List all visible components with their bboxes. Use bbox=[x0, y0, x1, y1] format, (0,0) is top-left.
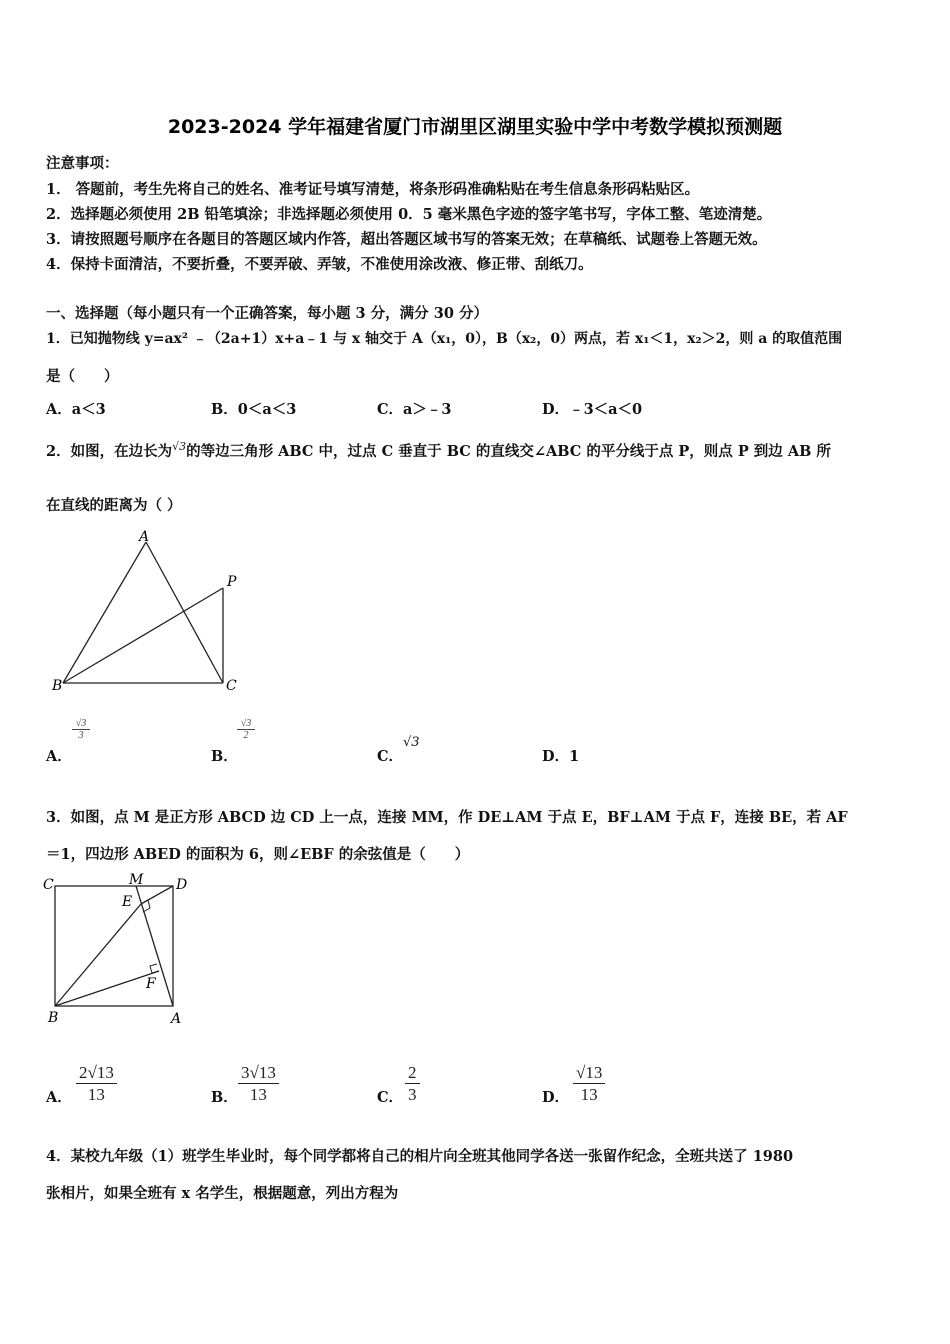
q2-option-d: D．1 bbox=[542, 748, 580, 765]
note-item-3: 3．请按照题号顺序在各题目的答题区域内作答，超出答题区域书写的答案无效；在草稿纸、试题卷上答题无效。 bbox=[46, 231, 767, 248]
label-c: C bbox=[226, 678, 237, 694]
label-e: E bbox=[122, 894, 133, 910]
q1-stem-line2: 是（ ） bbox=[46, 368, 119, 385]
note-item-1: 1． 答题前，考生先将自己的姓名、准考证号填写清楚，将条形码准确粘贴在考生信息条形码粘贴区。 bbox=[46, 181, 700, 198]
q1-option-b: B．0＜a＜3 bbox=[211, 401, 297, 418]
q2-option-b-fraction bbox=[237, 718, 255, 741]
label-m: M bbox=[129, 872, 144, 888]
q3-option-d-num: √13 bbox=[573, 1063, 605, 1084]
q3-option-c-num: 2 bbox=[405, 1063, 420, 1084]
segment-ab bbox=[63, 542, 146, 683]
notes-heading: 注意事项： bbox=[46, 155, 119, 172]
label-d: D bbox=[176, 877, 188, 893]
section-heading: 一、选择题（每小题只有一个正确答案，每小题 3 分，满分 30 分） bbox=[46, 305, 488, 322]
q2-triangle-figure bbox=[40, 520, 260, 700]
q1-stem-line1: 1．已知抛物线 y=ax² ﹣（2a+1）x+a﹣1 与 x 轴交于 A（x₁，0），B（x₂，0）两点，若 x₁＜1，x₂＞2，则 a 的取值范围 bbox=[46, 331, 843, 347]
q1-option-c: C．a＞﹣3 bbox=[377, 401, 452, 418]
q3-option-a-num: 2√13 bbox=[76, 1063, 117, 1084]
note-item-4: 4．保持卡面清洁，不要折叠，不要弄破、弄皱，不准使用涂改液、修正带、刮纸刀。 bbox=[46, 256, 593, 273]
q3-option-c-den: 3 bbox=[408, 1085, 417, 1104]
segment-be bbox=[55, 904, 141, 1006]
q4-stem-line1: 4．某校九年级（1）班学生毕业时，每个同学都将自己的相片向全班其他同学各送一张留作纪念，全班共送了 1980 bbox=[46, 1148, 794, 1165]
q3-option-a-fraction bbox=[76, 1063, 117, 1105]
q3-option-b-den: 13 bbox=[249, 1085, 267, 1104]
q2-option-c-label: C． bbox=[377, 748, 404, 765]
q2-stem-part2: 的等边三角形 ABC 中，过点 C 垂直于 BC 的直线交∠ABC 的平分线于点 P，则点 P 到边 AB 所 bbox=[186, 443, 831, 460]
q3-option-d-fraction bbox=[573, 1063, 605, 1105]
label-b: B bbox=[52, 678, 63, 694]
page-title: 2023-2024 学年福建省厦门市湖里区湖里实验中学中考数学模拟预测题 bbox=[167, 116, 783, 138]
q2-stem-line1 bbox=[46, 440, 831, 461]
label-a: A bbox=[171, 1011, 182, 1027]
q2-option-b-den: 2 bbox=[243, 730, 249, 741]
q3-option-c-label: C． bbox=[377, 1089, 404, 1106]
segment-ac bbox=[146, 542, 223, 683]
q2-stem-part1: 2．如图，在边长为 bbox=[46, 443, 173, 460]
label-f: F bbox=[146, 976, 156, 992]
q2-option-b-label: B． bbox=[211, 748, 238, 765]
right-angle-f bbox=[150, 964, 159, 973]
q2-sqrt3: √3 bbox=[172, 440, 187, 454]
label-b: B bbox=[48, 1010, 59, 1026]
q3-option-b-fraction bbox=[238, 1063, 279, 1105]
q2-option-a-fraction bbox=[72, 718, 90, 741]
q2-option-a-num: √3 bbox=[72, 718, 90, 730]
q3-stem-line1: 3．如图，点 M 是正方形 ABCD 边 CD 上一点，连接 MM，作 DE⊥AM 于点 E，BF⊥AM 于点 F，连接 BE，若 AF bbox=[46, 809, 848, 826]
q3-option-a-den: 13 bbox=[87, 1085, 105, 1104]
label-c: C bbox=[43, 877, 54, 893]
note-item-2: 2．选择题必须使用 2B 铅笔填涂；非选择题必须使用 0．5 毫米黑色字迹的签字笔书写，字体工整、笔迹清楚。 bbox=[46, 206, 772, 223]
q2-option-b-num: √3 bbox=[237, 718, 255, 730]
q2-option-a-label: A． bbox=[46, 748, 72, 765]
q3-option-d-den: 13 bbox=[580, 1085, 598, 1104]
q3-option-c-fraction bbox=[405, 1063, 420, 1105]
q3-stem-line2: ＝1，四边形 ABED 的面积为 6，则∠EBF 的余弦值是（ ） bbox=[46, 846, 470, 863]
q1-option-d: D．﹣3＜a＜0 bbox=[542, 401, 643, 418]
label-a: A bbox=[139, 529, 150, 545]
q3-option-d-label: D． bbox=[542, 1089, 570, 1106]
q3-option-b-num: 3√13 bbox=[238, 1063, 279, 1084]
q3-option-a-label: A． bbox=[46, 1089, 72, 1106]
segment-bp bbox=[63, 588, 223, 683]
q4-stem-line2: 张相片，如果全班有 x 名学生，根据题意，列出方程为 bbox=[46, 1185, 399, 1202]
q2-stem-line2: 在直线的距离为（ ） bbox=[46, 497, 182, 514]
label-p: P bbox=[227, 574, 237, 590]
q3-square-figure bbox=[40, 868, 200, 1033]
q2-option-a-den: 3 bbox=[78, 730, 84, 741]
q3-option-b-label: B． bbox=[211, 1089, 238, 1106]
q1-option-a: A．a＜3 bbox=[46, 401, 106, 418]
q2-option-c-value: √3 bbox=[403, 735, 420, 750]
